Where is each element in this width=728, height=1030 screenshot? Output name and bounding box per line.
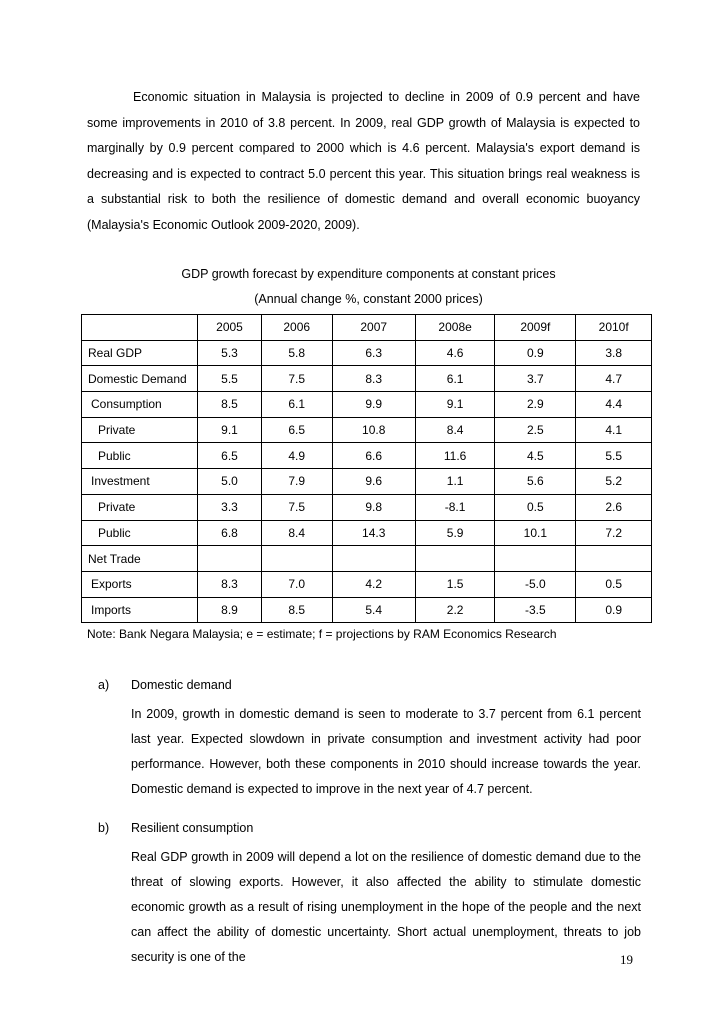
row-label: Exports (82, 571, 198, 597)
table-cell: 8.3 (198, 571, 262, 597)
table-cell: 5.8 (261, 340, 332, 366)
table-cell: 0.9 (576, 597, 652, 623)
table-cell: 8.3 (332, 366, 415, 392)
table-cell: -3.5 (495, 597, 576, 623)
header-cell: 2005 (198, 315, 262, 341)
table-cell: 4.6 (415, 340, 495, 366)
section-title: Domestic demand (131, 678, 232, 692)
table-cell: 14.3 (332, 520, 415, 546)
header-cell: 2007 (332, 315, 415, 341)
table-cell: 5.6 (495, 469, 576, 495)
table-row (82, 520, 652, 546)
table-cell: 8.4 (415, 417, 495, 443)
table-cell (495, 546, 576, 572)
table-cell: 2.9 (495, 392, 576, 418)
table-cell: 5.3 (198, 340, 262, 366)
table-cell: 6.1 (261, 392, 332, 418)
table-note: Note: Bank Negara Malaysia; e = estimate; f = projections by RAM Economics Research (87, 627, 557, 641)
table-cell: 0.9 (495, 340, 576, 366)
table-cell: 6.8 (198, 520, 262, 546)
table-row (82, 571, 652, 597)
table-cell (576, 546, 652, 572)
table-cell: -8.1 (415, 494, 495, 520)
table-cell: 4.1 (576, 417, 652, 443)
section-body: Real GDP growth in 2009 will depend a lot on the resilience of domestic demand due to the threat of slowing exports. However, it also affected the ability to stimulate domestic economic growth as a result of rising unemployment in the hope of the people and the next can affect the ability of domestic uncertainty. Short actual unemployment, threats to job security is one of the (131, 850, 641, 964)
header-cell: 2008e (415, 315, 495, 341)
table-cell: 6.6 (332, 443, 415, 469)
table-cell: 2.6 (576, 494, 652, 520)
table-cell: 8.5 (198, 392, 262, 418)
table-row (82, 366, 652, 392)
table-cell: 1.1 (415, 469, 495, 495)
table-cell: 5.0 (198, 469, 262, 495)
table-cell: 6.5 (261, 417, 332, 443)
table-cell: 4.9 (261, 443, 332, 469)
row-label: Public (82, 520, 198, 546)
table-cell: 8.4 (261, 520, 332, 546)
table-cell: 6.3 (332, 340, 415, 366)
table-row (82, 392, 652, 418)
table-cell: 5.4 (332, 597, 415, 623)
table-row (82, 597, 652, 623)
header-cell: 2009f (495, 315, 576, 341)
section-heading (98, 678, 232, 692)
table-cell: 7.2 (576, 520, 652, 546)
table-cell: 4.4 (576, 392, 652, 418)
table-cell: 3.7 (495, 366, 576, 392)
table-row (82, 494, 652, 520)
row-label: Real GDP (82, 340, 198, 366)
table-cell: 4.5 (495, 443, 576, 469)
table-cell: 7.5 (261, 366, 332, 392)
table-cell: 8.5 (261, 597, 332, 623)
table-cell: 9.1 (198, 417, 262, 443)
table-cell: 2.2 (415, 597, 495, 623)
table-cell (198, 546, 262, 572)
table-cell: 9.6 (332, 469, 415, 495)
table-cell: 7.5 (261, 494, 332, 520)
table-cell: 8.9 (198, 597, 262, 623)
row-label: Investment (82, 469, 198, 495)
row-label: Domestic Demand (82, 366, 198, 392)
table-row (82, 469, 652, 495)
table-cell: 5.9 (415, 520, 495, 546)
table-cell: 0.5 (576, 571, 652, 597)
header-cell: 2006 (261, 315, 332, 341)
table-cell: 9.8 (332, 494, 415, 520)
table-cell (332, 546, 415, 572)
table-cell: 5.2 (576, 469, 652, 495)
table-cell: 7.0 (261, 571, 332, 597)
table-cell: -5.0 (495, 571, 576, 597)
gdp-forecast-table (81, 314, 652, 623)
table-cell: 5.5 (198, 366, 262, 392)
table-cell: 2.5 (495, 417, 576, 443)
table-cell: 6.1 (415, 366, 495, 392)
table-cell: 4.2 (332, 571, 415, 597)
row-label: Public (82, 443, 198, 469)
table-title: GDP growth forecast by expenditure components at constant prices (181, 267, 556, 281)
table-cell (261, 546, 332, 572)
page-number: 19 (620, 952, 633, 967)
table-cell: 10.8 (332, 417, 415, 443)
row-label: Consumption (82, 392, 198, 418)
table-row (82, 443, 652, 469)
row-label: Private (82, 417, 198, 443)
table-cell: 6.5 (198, 443, 262, 469)
table-cell: 3.3 (198, 494, 262, 520)
table-row (82, 340, 652, 366)
table-cell: 4.7 (576, 366, 652, 392)
table-cell: 9.1 (415, 392, 495, 418)
table-cell (415, 546, 495, 572)
row-label: Imports (82, 597, 198, 623)
table-row (82, 417, 652, 443)
table-cell: 11.6 (415, 443, 495, 469)
intro-paragraph: Economic situation in Malaysia is projected to decline in 2009 of 0.9 percent and have some improvements in 2010 of 3.8 percent. In 2009, real GDP growth of Malaysia is expected to marginally by 0.9 percent compared to 2000 which is 4.6 percent. Malaysia's export demand is decreasing and is expected to contract 5.0 percent this year. This situation brings real weakness is a substantial risk to both the resilience of domestic demand and overall economic buoyancy (Malaysia's Economic Outlook 2009-2020, 2009). (87, 90, 640, 232)
table-header-row (82, 315, 652, 341)
table-row (82, 546, 652, 572)
table-cell: 0.5 (495, 494, 576, 520)
header-cell (82, 315, 198, 341)
section-marker: a) (98, 678, 110, 692)
table-cell: 3.8 (576, 340, 652, 366)
row-label: Net Trade (82, 546, 198, 572)
section-marker: b) (98, 821, 110, 835)
table-cell: 9.9 (332, 392, 415, 418)
section-title: Resilient consumption (131, 821, 254, 835)
section-body: In 2009, growth in domestic demand is seen to moderate to 3.7 percent from 6.1 percent last year. Expected slowdown in private consumption and investment activity had poor performance. However, both these components in 2010 should increase towards the year. Domestic demand is expected to improve in the next year of 4.7 percent. (131, 707, 641, 796)
table-cell: 5.5 (576, 443, 652, 469)
table-cell: 7.9 (261, 469, 332, 495)
table-cell: 1.5 (415, 571, 495, 597)
section-heading (98, 821, 253, 835)
header-cell: 2010f (576, 315, 652, 341)
table-cell: 10.1 (495, 520, 576, 546)
row-label: Private (82, 494, 198, 520)
table-subtitle: (Annual change %, constant 2000 prices) (254, 292, 483, 306)
